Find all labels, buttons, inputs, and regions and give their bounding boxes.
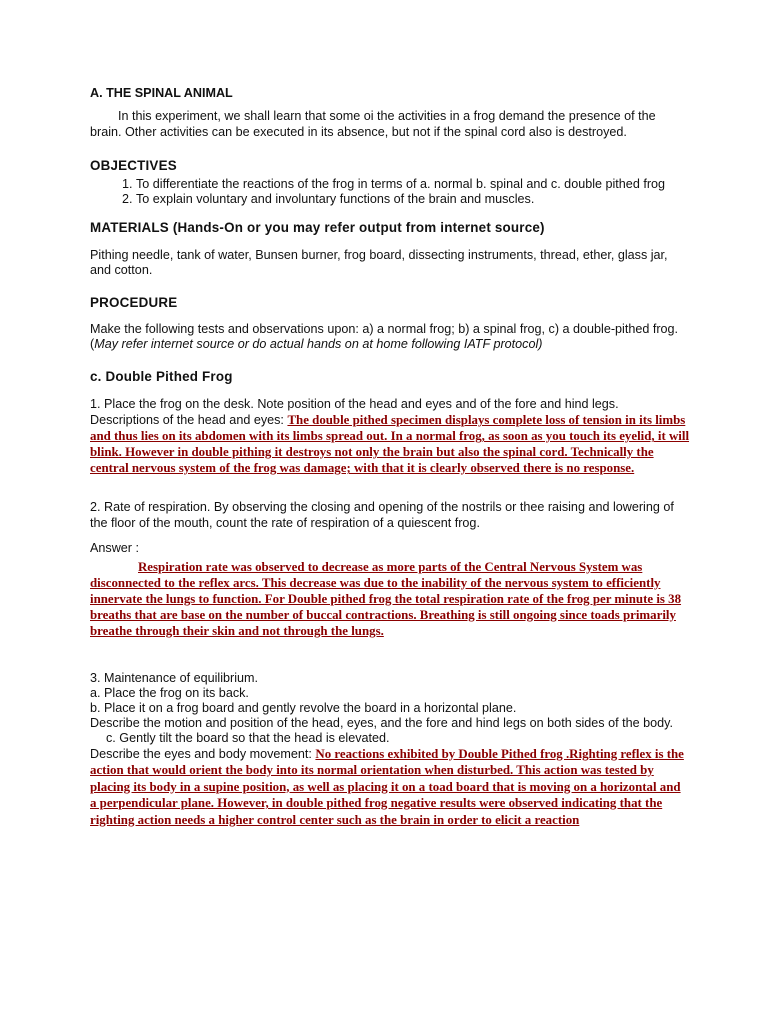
question-3-line: Describe the motion and position of the head, eyes, and the fore and hind legs on both sides of the body. — [90, 715, 673, 730]
intro-paragraph: In this experiment, we shall learn that some oi the activities in a frog demand the presence of the brain. Other activities can be executed in its absence, but not if the spinal cord also is destroyed. — [90, 109, 656, 139]
objectives-heading: OBJECTIVES — [90, 158, 177, 174]
procedure-text — [90, 322, 690, 353]
question-3-describe-text: Describe the eyes and body movement: — [90, 746, 316, 761]
objective-item: 2. To explain voluntary and involuntary functions of the brain and muscles. — [136, 192, 690, 207]
procedure-text-italic: May refer internet source or do actual hands on at home following IATF protocol) — [94, 337, 543, 352]
double-pithed-heading: c. Double Pithed Frog — [90, 368, 233, 384]
question-3 — [90, 671, 690, 829]
question-3-describe — [90, 746, 690, 829]
materials-text: Pithing needle, tank of water, Bunsen burner, frog board, dissecting instruments, thread, ether, glass jar, and cotton. — [90, 247, 668, 278]
question-3-line: b. Place it on a frog board and gently revolve the board in a horizontal plane. — [90, 700, 517, 715]
question-3-line: 3. Maintenance of equilibrium. — [90, 670, 259, 685]
question-3-line: a. Place the frog on its back. — [90, 685, 249, 700]
question-2: 2. Rate of respiration. By observing the closing and opening of the nostrils or thee raising and lowering of the floor of the mouth, count the rate of respiration of a quiescent frog. — [90, 500, 674, 530]
answer-1: The double pithed specimen displays complete loss of tension in its limbs and thus lies on its abdomen with its limbs spread out. In a normal frog, as soon as you touch its eyelid, it will blink. However in double pithing it destroys not only the brain but also the spinal cord. Technically the central nervous system of the frog was damage; with that it is clearly observed there is no response. — [90, 413, 690, 476]
materials-heading: MATERIALS (Hands-On or you may refer output from internet source) — [90, 220, 545, 236]
section-title: A. THE SPINAL ANIMAL — [90, 86, 233, 100]
objectives-list — [90, 177, 690, 208]
procedure-text-plain: Make the following tests and observations upon: a) a normal frog; b) a spinal frog, c) a double-pithed frog.( — [90, 322, 679, 352]
objective-item: 1. To differentiate the reactions of the frog in terms of a. normal b. spinal and c. double pithed frog — [136, 177, 690, 192]
document-page — [90, 86, 690, 828]
question-1 — [90, 396, 690, 476]
procedure-heading: PROCEDURE — [90, 294, 178, 310]
question-3-c: c. Gently tilt the board so that the head is elevated. — [106, 730, 390, 745]
answer-2: Respiration rate was observed to decrease as more parts of the Central Nervous System was disconnected to the reflex arcs. This decrease was due to the inability of the nervous system to efficiently innervate the lungs to function. For Double pithed frog the total respiration rate of the frog per minute is 38 breaths that are base on the number of buccal contractions. Breathing is still ongoing since toads primarily breathe through their skin and not through the lungs. — [90, 559, 682, 638]
answer-label: Answer : — [90, 541, 139, 556]
answer-3: No reactions exhibited by Double Pithed frog .Righting reflex is the action that would orient the body into its normal orientation when disturbed. This action was tested by placing its body in a supine position, as well as placing it on a toad board that is moving on a horizontal and a perpendicular plane. However, in double pithed frog negative results were observed indicating that the righting action needs a higher control center such as the brain in order to elicit a reaction — [90, 746, 684, 827]
question-1-text: 1. Place the frog on the desk. Note position of the head and eyes and of the fore and hind legs. Descriptions of the head and eyes: — [90, 397, 619, 428]
